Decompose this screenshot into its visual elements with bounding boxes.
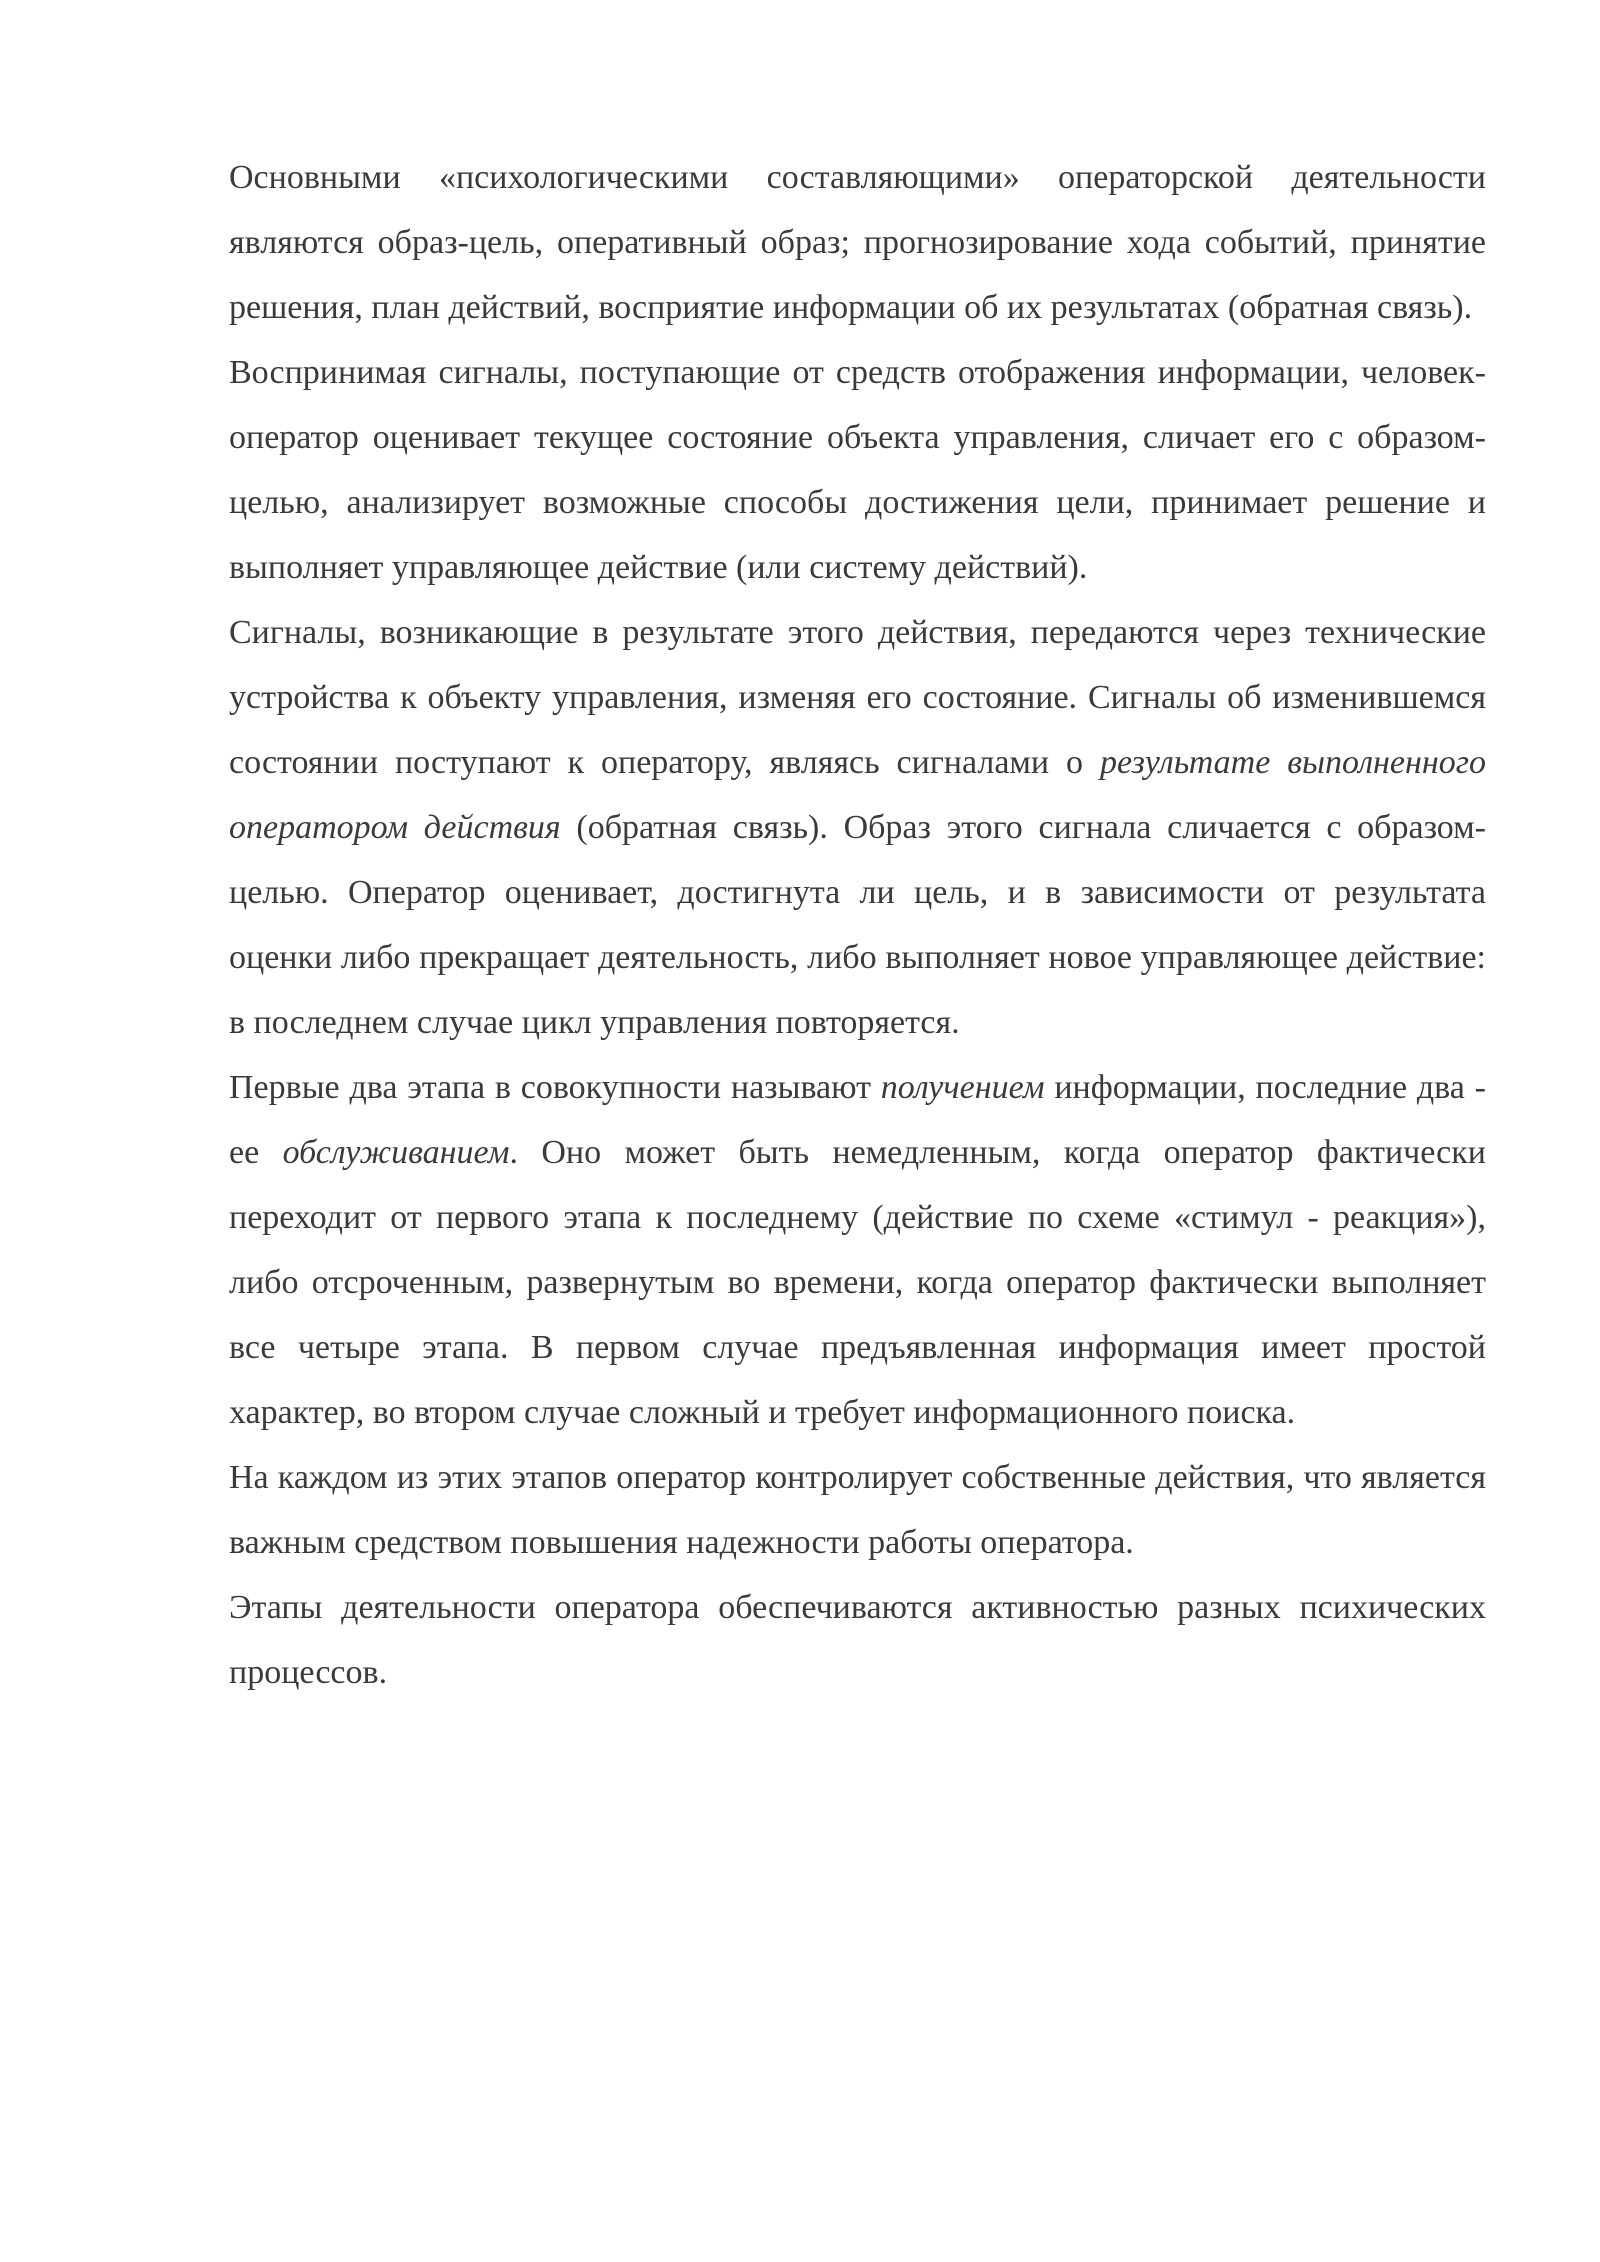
document-body <box>229 145 1486 1705</box>
paragraph-3 <box>229 600 1486 1055</box>
paragraph-4-italic-term-1: получением <box>880 1069 1045 1106</box>
paragraph-5-text: На каждом из этих этапов оператор контролирует собственные действия, что является важным средством повышения надежности работы оператора. <box>229 1459 1486 1561</box>
paragraph-6-text: Этапы деятельности оператора обеспечиваются активностью разных психических процессов. <box>229 1589 1486 1691</box>
paragraph-2 <box>229 340 1486 600</box>
paragraph-1 <box>229 145 1486 340</box>
paragraph-4 <box>229 1055 1486 1445</box>
paragraph-6 <box>229 1575 1486 1705</box>
paragraph-1-text: Основными «психологическими составляющими» операторской деятельности являются образ-цель, оперативный образ; прогнозирование хода событий, принятие решения, план действий, восприятие информации об их результатах (обратная связь). <box>229 159 1486 326</box>
paragraph-3-text-part-2: (обратная связь). Образ этого сигнала сличается с образом-целью. Оператор оценивает, достигнута ли цель, и в зависимости от результата оценки либо прекращает деятельность, либо выполняет новое управляющее действие: в последнем случае цикл управления повторяется. <box>229 809 1486 1041</box>
paragraph-4-text-part-1: Первые два этапа в совокупности называют <box>229 1069 881 1106</box>
paragraph-3-italic-phrase: результате выполненного оператором действия <box>229 744 1486 846</box>
paragraph-2-text: Воспринимая сигналы, поступающие от средств отображения информации, человек-оператор оценивает текущее состояние объекта управления, сличает его с образом-целью, анализирует возможные способы достижения цели, принимает решение и выполняет управляющее действие (или систему действий). <box>229 354 1486 586</box>
paragraph-5 <box>229 1445 1486 1575</box>
paragraph-4-text-part-3: . Оно может быть немедленным, когда оператор фактически переходит от первого этапа к последнему (действие по схеме «стимул - реакция»), либо отсроченным, развернутым во времени, когда оператор фактически выполняет все четыре этапа. В первом случае предъявленная информация имеет простой характер, во втором случае сложный и требует информационного поиска. <box>229 1134 1486 1431</box>
paragraph-4-text-part-2: информации, последние два - ее <box>229 1069 1486 1171</box>
paragraph-3-text-part-1: Сигналы, возникающие в результате этого действия, передаются через технические устройства к объекту управления, изменяя его состояние. Сигналы об изменившемся состоянии поступают к оператору, являясь сигналами о <box>229 614 1486 781</box>
paragraph-4-italic-term-2: обслуживанием <box>282 1134 510 1171</box>
